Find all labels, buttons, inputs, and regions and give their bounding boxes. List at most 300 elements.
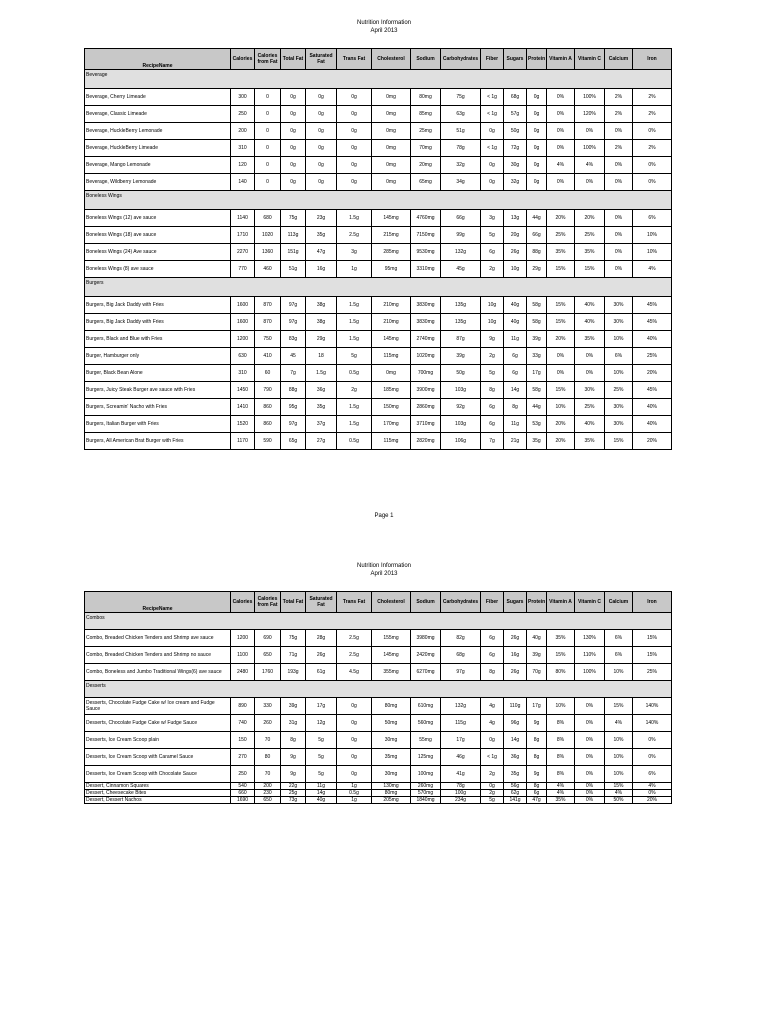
value-cell: 96g	[504, 715, 527, 732]
value-cell: 50mg	[372, 715, 411, 732]
value-cell: 36g	[306, 382, 337, 399]
value-cell: 1020mg	[411, 348, 441, 365]
column-header: Trans Fat	[337, 49, 372, 70]
column-header: Iron	[633, 49, 672, 70]
value-cell: 37g	[306, 416, 337, 433]
value-cell: 210mg	[372, 314, 411, 331]
value-cell: 45%	[633, 382, 672, 399]
value-cell: 35%	[547, 244, 575, 261]
value-cell: 15%	[547, 297, 575, 314]
value-cell: 35%	[575, 433, 605, 450]
table-row	[85, 630, 672, 647]
value-cell: 6g	[481, 399, 504, 416]
value-cell: 15%	[547, 647, 575, 664]
value-cell: 1g	[337, 797, 372, 804]
value-cell: 2g	[481, 348, 504, 365]
table-row	[85, 382, 672, 399]
value-cell: 100%	[575, 89, 605, 106]
table-row	[85, 106, 672, 123]
value-cell: 355mg	[372, 664, 411, 681]
value-cell: 120%	[575, 106, 605, 123]
value-cell: 15%	[605, 783, 633, 790]
column-header: Calories from Fat	[255, 49, 281, 70]
value-cell: 770	[231, 261, 255, 278]
value-cell: 2420mg	[411, 647, 441, 664]
value-cell: 78g	[441, 140, 481, 157]
value-cell: 15%	[575, 261, 605, 278]
value-cell: 10%	[633, 244, 672, 261]
value-cell: 1200	[231, 331, 255, 348]
value-cell: 125mg	[411, 749, 441, 766]
recipe-name-cell: Burgers, Black and Blue with Fries	[85, 331, 231, 348]
value-cell: 97g	[281, 314, 306, 331]
value-cell: 1100	[231, 647, 255, 664]
category-row	[85, 681, 672, 698]
value-cell: 5g	[481, 227, 504, 244]
value-cell: 3710mg	[411, 416, 441, 433]
value-cell: 0%	[575, 174, 605, 191]
value-cell: 11g	[306, 783, 337, 790]
value-cell: 2.5g	[337, 647, 372, 664]
value-cell: 39g	[281, 698, 306, 715]
value-cell: 0g	[281, 174, 306, 191]
value-cell: 17g	[306, 698, 337, 715]
column-header: Protein	[527, 592, 547, 613]
value-cell: 5g	[306, 766, 337, 783]
value-cell: 260	[255, 715, 281, 732]
value-cell: 0g	[337, 715, 372, 732]
category-label: Burgers	[85, 278, 672, 297]
value-cell: 590	[255, 433, 281, 450]
value-cell: 115mg	[372, 348, 411, 365]
value-cell: 2.5g	[337, 227, 372, 244]
value-cell: 0g	[337, 732, 372, 749]
value-cell: 9g	[527, 766, 547, 783]
column-header: Sugars	[504, 592, 527, 613]
value-cell: 145mg	[372, 647, 411, 664]
value-cell: 6%	[605, 647, 633, 664]
value-cell: 570mg	[411, 790, 441, 797]
value-cell: 0mg	[372, 140, 411, 157]
recipe-name-cell: Burgers, Big Jack Daddy with Fries	[85, 314, 231, 331]
value-cell: 10%	[605, 331, 633, 348]
table-row	[85, 348, 672, 365]
table-header	[85, 49, 672, 70]
value-cell: 68g	[441, 647, 481, 664]
value-cell: 17g	[527, 365, 547, 382]
value-cell: 25mg	[411, 123, 441, 140]
value-cell: 0g	[306, 123, 337, 140]
value-cell: 29g	[306, 331, 337, 348]
value-cell: 20mg	[411, 157, 441, 174]
value-cell: 8g	[504, 399, 527, 416]
value-cell: 35%	[575, 244, 605, 261]
value-cell: 0%	[547, 140, 575, 157]
value-cell: 51g	[441, 123, 481, 140]
value-cell: 0%	[605, 227, 633, 244]
recipe-name-cell: Combo, Boneless and Jumbo Traditional Wings(6) ave sauce	[85, 664, 231, 681]
value-cell: 47g	[306, 244, 337, 261]
value-cell: 0%	[575, 348, 605, 365]
recipe-name-cell: Dessert, Dessert Nachos	[85, 797, 231, 804]
value-cell: 740	[231, 715, 255, 732]
value-cell: 410	[255, 348, 281, 365]
value-cell: 4%	[547, 783, 575, 790]
column-header: Sodium	[411, 592, 441, 613]
value-cell: 135g	[441, 297, 481, 314]
value-cell: 140	[231, 174, 255, 191]
value-cell: 2%	[633, 140, 672, 157]
value-cell: 47g	[527, 797, 547, 804]
value-cell: 650	[255, 797, 281, 804]
value-cell: 0mg	[372, 365, 411, 382]
recipe-name-cell: Desserts, Chocolate Fudge Cake w/ Ice cream and Fudge Sauce	[85, 698, 231, 715]
column-header: Vitamin C	[575, 592, 605, 613]
value-cell: 5g	[306, 732, 337, 749]
value-cell: 71g	[281, 647, 306, 664]
value-cell: 15%	[547, 382, 575, 399]
value-cell: 20%	[633, 433, 672, 450]
value-cell: 68g	[504, 89, 527, 106]
value-cell: 20%	[547, 416, 575, 433]
category-row	[85, 70, 672, 89]
value-cell: 26g	[306, 647, 337, 664]
value-cell: 145mg	[372, 210, 411, 227]
value-cell: 35%	[575, 331, 605, 348]
value-cell: 1840mg	[411, 797, 441, 804]
value-cell: 14g	[504, 732, 527, 749]
value-cell: 72g	[504, 140, 527, 157]
value-cell: 1710	[231, 227, 255, 244]
value-cell: 540	[231, 783, 255, 790]
value-cell: 2%	[633, 89, 672, 106]
value-cell: 75g	[281, 210, 306, 227]
value-cell: 7150mg	[411, 227, 441, 244]
column-header: Calcium	[605, 592, 633, 613]
value-cell: 1410	[231, 399, 255, 416]
nutrition-table-page2	[84, 591, 672, 804]
value-cell: 0	[255, 157, 281, 174]
value-cell: 230	[255, 790, 281, 797]
column-header: Calcium	[605, 49, 633, 70]
value-cell: 0%	[605, 174, 633, 191]
value-cell: 15%	[547, 261, 575, 278]
value-cell: 2%	[633, 106, 672, 123]
value-cell: 150mg	[372, 399, 411, 416]
value-cell: 27g	[306, 433, 337, 450]
value-cell: 9g	[281, 749, 306, 766]
column-header: Saturated Fat	[306, 592, 337, 613]
value-cell: 25%	[575, 399, 605, 416]
value-cell: 250	[231, 106, 255, 123]
value-cell: 4%	[633, 261, 672, 278]
category-row	[85, 191, 672, 210]
value-cell: 50g	[504, 123, 527, 140]
column-header: Calories from Fat	[255, 592, 281, 613]
column-header: RecipeName	[85, 592, 231, 613]
value-cell: 53g	[527, 416, 547, 433]
column-header: Protein	[527, 49, 547, 70]
value-cell: 1.5g	[337, 399, 372, 416]
value-cell: 100%	[575, 664, 605, 681]
value-cell: 700mg	[411, 365, 441, 382]
value-cell: 82g	[441, 630, 481, 647]
value-cell: 0%	[575, 790, 605, 797]
value-cell: 0%	[575, 715, 605, 732]
value-cell: 0g	[337, 698, 372, 715]
value-cell: 0mg	[372, 174, 411, 191]
value-cell: 1.5g	[306, 365, 337, 382]
value-cell: 3830mg	[411, 297, 441, 314]
value-cell: 10%	[605, 749, 633, 766]
value-cell: 73g	[281, 797, 306, 804]
value-cell: 330	[255, 698, 281, 715]
value-cell: 26g	[504, 630, 527, 647]
value-cell: 57g	[504, 106, 527, 123]
value-cell: 10g	[481, 314, 504, 331]
value-cell: 40g	[306, 797, 337, 804]
value-cell: 14g	[504, 382, 527, 399]
value-cell: 1760	[255, 664, 281, 681]
value-cell: 0g	[337, 140, 372, 157]
value-cell: 9g	[281, 766, 306, 783]
value-cell: 97g	[441, 664, 481, 681]
value-cell: 6%	[605, 630, 633, 647]
value-cell: 58g	[527, 382, 547, 399]
value-cell: 11g	[504, 331, 527, 348]
table-row	[85, 715, 672, 732]
value-cell: 115mg	[372, 433, 411, 450]
value-cell: 22g	[281, 783, 306, 790]
value-cell: 1450	[231, 382, 255, 399]
value-cell: < 1g	[481, 106, 504, 123]
value-cell: 78g	[441, 783, 481, 790]
value-cell: 0g	[281, 157, 306, 174]
value-cell: 0%	[547, 365, 575, 382]
value-cell: 115g	[441, 715, 481, 732]
value-cell: 4%	[575, 157, 605, 174]
value-cell: 10%	[605, 766, 633, 783]
recipe-name-cell: Desserts, Ice Cream Scoop with Caramel Sauce	[85, 749, 231, 766]
value-cell: 6g	[527, 790, 547, 797]
value-cell: 26g	[504, 244, 527, 261]
value-cell: 10%	[605, 365, 633, 382]
value-cell: 270	[231, 749, 255, 766]
page2-header	[0, 562, 768, 578]
value-cell: 1.5g	[337, 331, 372, 348]
value-cell: 3g	[337, 244, 372, 261]
value-cell: 110%	[575, 647, 605, 664]
value-cell: 9530mg	[411, 244, 441, 261]
value-cell: 9g	[481, 331, 504, 348]
page2-title: Nutrition Information	[356, 563, 412, 569]
value-cell: 0%	[605, 244, 633, 261]
value-cell: 2270	[231, 244, 255, 261]
value-cell: 100mg	[411, 766, 441, 783]
value-cell: 75g	[441, 89, 481, 106]
value-cell: 80%	[547, 664, 575, 681]
value-cell: 51g	[281, 261, 306, 278]
table-row	[85, 261, 672, 278]
value-cell: 1600	[231, 297, 255, 314]
value-cell: 26g	[504, 664, 527, 681]
value-cell: 0g	[481, 732, 504, 749]
value-cell: 2%	[605, 140, 633, 157]
recipe-name-cell: Boneless Wings (24) Ave sauce	[85, 244, 231, 261]
value-cell: 8g	[527, 732, 547, 749]
value-cell: 860	[255, 416, 281, 433]
value-cell: 80mg	[372, 790, 411, 797]
value-cell: 97g	[281, 416, 306, 433]
table-row	[85, 416, 672, 433]
value-cell: 0%	[575, 732, 605, 749]
value-cell: 300	[231, 89, 255, 106]
column-header: Vitamin C	[575, 49, 605, 70]
value-cell: 25%	[605, 382, 633, 399]
value-cell: 18	[306, 348, 337, 365]
value-cell: 0%	[575, 797, 605, 804]
value-cell: 40g	[504, 314, 527, 331]
value-cell: 65g	[281, 433, 306, 450]
value-cell: 33g	[527, 348, 547, 365]
value-cell: 690	[255, 630, 281, 647]
table-row	[85, 210, 672, 227]
value-cell: 2g	[337, 382, 372, 399]
value-cell: 1690	[231, 797, 255, 804]
value-cell: 1600	[231, 314, 255, 331]
column-header: Total Fat	[281, 49, 306, 70]
recipe-name-cell: Burgers, Big Jack Daddy with Fries	[85, 297, 231, 314]
recipe-name-cell: Burgers, Italian Burger with Fries	[85, 416, 231, 433]
value-cell: 0	[255, 106, 281, 123]
value-cell: 0g	[481, 783, 504, 790]
value-cell: 10g	[504, 261, 527, 278]
value-cell: 0mg	[372, 89, 411, 106]
value-cell: < 1g	[481, 749, 504, 766]
value-cell: 70	[255, 766, 281, 783]
value-cell: 17g	[441, 732, 481, 749]
value-cell: 20%	[547, 433, 575, 450]
value-cell: 250	[231, 766, 255, 783]
table-row	[85, 433, 672, 450]
value-cell: 103g	[441, 416, 481, 433]
value-cell: 20%	[547, 331, 575, 348]
recipe-name-cell: Beverage, Mango Lemonade	[85, 157, 231, 174]
category-label: Boneless Wings	[85, 191, 672, 210]
recipe-name-cell: Boneless Wings (8) ave sauce	[85, 261, 231, 278]
recipe-name-cell: Beverage, HuckleBerry Lemonade	[85, 123, 231, 140]
table-row	[85, 365, 672, 382]
value-cell: 560mg	[411, 715, 441, 732]
value-cell: 310	[231, 140, 255, 157]
value-cell: 99g	[441, 227, 481, 244]
value-cell: 40%	[575, 416, 605, 433]
value-cell: 4g	[481, 715, 504, 732]
value-cell: 0mg	[372, 157, 411, 174]
value-cell: 0g	[481, 123, 504, 140]
value-cell: 2g	[481, 261, 504, 278]
value-cell: 1360	[255, 244, 281, 261]
value-cell: < 1g	[481, 140, 504, 157]
value-cell: 61g	[306, 664, 337, 681]
value-cell: 10%	[605, 732, 633, 749]
value-cell: 4%	[633, 783, 672, 790]
value-cell: 46g	[441, 749, 481, 766]
value-cell: 6270mg	[411, 664, 441, 681]
recipe-name-cell: Boneless Wings (18) ave sauce	[85, 227, 231, 244]
value-cell: 1.5g	[337, 210, 372, 227]
table-row	[85, 331, 672, 348]
value-cell: 2g	[481, 790, 504, 797]
value-cell: 75g	[281, 630, 306, 647]
table-row	[85, 244, 672, 261]
column-header: Calories	[231, 49, 255, 70]
value-cell: 4760mg	[411, 210, 441, 227]
value-cell: 15%	[633, 647, 672, 664]
value-cell: 130mg	[372, 783, 411, 790]
value-cell: 16g	[306, 261, 337, 278]
value-cell: 100g	[441, 790, 481, 797]
value-cell: 1.5g	[337, 314, 372, 331]
value-cell: 860	[255, 399, 281, 416]
value-cell: 88g	[281, 382, 306, 399]
value-cell: 0g	[281, 106, 306, 123]
value-cell: 0%	[633, 123, 672, 140]
value-cell: 0mg	[372, 123, 411, 140]
value-cell: 5g	[481, 365, 504, 382]
value-cell: 0mg	[372, 106, 411, 123]
value-cell: 790	[255, 382, 281, 399]
value-cell: 193g	[281, 664, 306, 681]
value-cell: 0g	[481, 157, 504, 174]
value-cell: 40%	[633, 416, 672, 433]
value-cell: 0g	[527, 106, 547, 123]
value-cell: 30g	[504, 157, 527, 174]
value-cell: 25g	[281, 790, 306, 797]
value-cell: 30%	[605, 314, 633, 331]
value-cell: 25%	[633, 664, 672, 681]
value-cell: 30%	[575, 382, 605, 399]
value-cell: 70	[255, 732, 281, 749]
value-cell: 29g	[527, 261, 547, 278]
value-cell: < 1g	[481, 89, 504, 106]
value-cell: 200	[255, 783, 281, 790]
value-cell: 45	[281, 348, 306, 365]
value-cell: 1520	[231, 416, 255, 433]
value-cell: 0%	[547, 89, 575, 106]
value-cell: 4%	[605, 790, 633, 797]
recipe-name-cell: Beverage, Wildberry Lemonade	[85, 174, 231, 191]
table-row	[85, 399, 672, 416]
value-cell: 97g	[281, 297, 306, 314]
value-cell: 8%	[547, 766, 575, 783]
value-cell: 260mg	[411, 783, 441, 790]
value-cell: 20g	[504, 227, 527, 244]
recipe-name-cell: Desserts, Ice Cream Scoop plain	[85, 732, 231, 749]
value-cell: 8g	[481, 664, 504, 681]
value-cell: 0.5g	[337, 365, 372, 382]
page2-subtitle: April 2013	[370, 571, 398, 577]
table-row	[85, 157, 672, 174]
value-cell: 0.5g	[337, 790, 372, 797]
value-cell: 45%	[633, 297, 672, 314]
value-cell: 4g	[481, 698, 504, 715]
recipe-name-cell: Dessert, Cheesecake Bites	[85, 790, 231, 797]
value-cell: 15%	[633, 630, 672, 647]
value-cell: 1g	[337, 261, 372, 278]
column-header: Vitamin A	[547, 49, 575, 70]
value-cell: 35mg	[372, 749, 411, 766]
